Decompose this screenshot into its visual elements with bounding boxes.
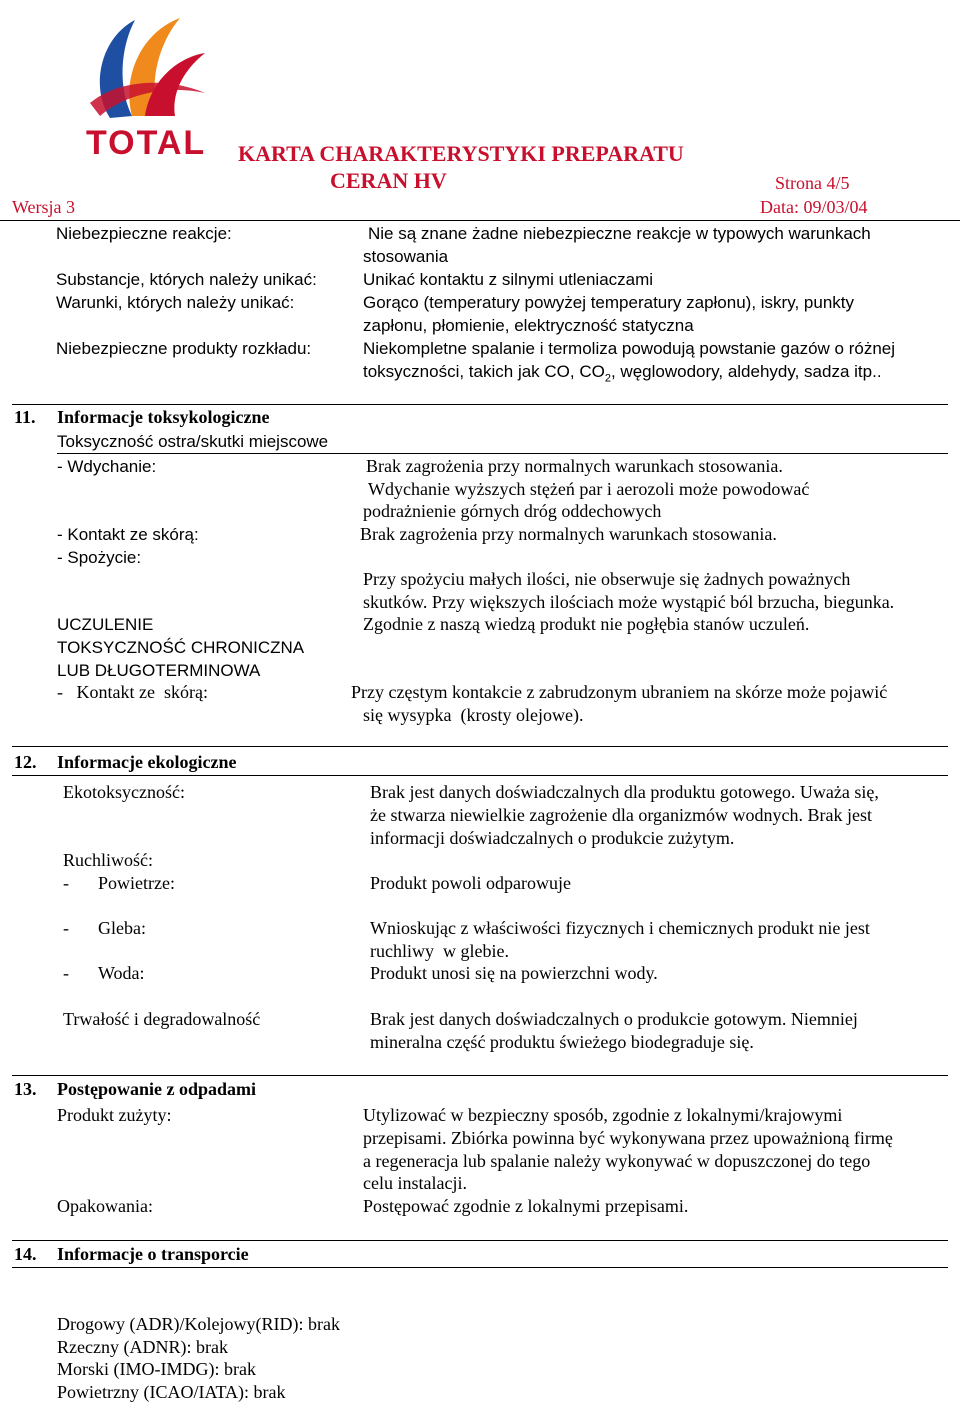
section10-value-0-line-0: Nie są znane żadne niebezpieczne reakcje w typowych warunkach <box>368 224 871 243</box>
chronic-label-0: TOKSYCZNOŚĆ CHRONICZNA <box>57 638 305 657</box>
persistence-label: Trwałość i degradowalność <box>63 1009 261 1029</box>
inhalation-text-2: podrażnienie górnych dróg oddechowych <box>363 501 662 521</box>
section10-label-2: Warunki, których należy unikać: <box>56 293 295 312</box>
section11-subtitle: Toksyczność ostra/skutki miejscowe <box>57 432 329 451</box>
packaging-text: Postępować zgodnie z lokalnymi przepisami. <box>363 1196 689 1216</box>
total-logo-text: TOTAL <box>86 124 207 162</box>
persistence-text-0: Brak jest danych doświadczalnych o produkcie gotowym. Niemniej <box>370 1009 858 1029</box>
section10-value-1-line-0: Unikać kontaktu z silnymi utleniaczami <box>363 270 654 289</box>
section10-value-2-line-0: Gorąco (temperatury powyżej temperatury zapłonu), iskry, punkty <box>363 293 854 312</box>
ecotox-label: Ekotoksyczność: <box>63 782 185 802</box>
transport-line-0: Drogowy (ADR)/Kolejowy(RID): brak <box>57 1314 340 1334</box>
section13-number: 13. <box>14 1079 37 1099</box>
transport-line-1: Rzeczny (ADNR): brak <box>57 1337 228 1357</box>
transport-line-2: Morski (IMO-IMDG): brak <box>57 1359 256 1379</box>
section10-value-2-line-1: zapłonu, płomienie, elektryczność statyczna <box>363 316 694 335</box>
section10-value-3-text-b: , węglowodory, aldehydy, sadza itp.. <box>610 362 882 381</box>
soil-text-0: Wnioskując z właściwości fizycznych i chemicznych produkt nie jest <box>370 918 870 938</box>
section11-number: 11. <box>14 407 36 427</box>
air-dash: - <box>63 873 69 893</box>
ingestion-text-0: Przy spożyciu małych ilości, nie obserwuje się żadnych poważnych <box>363 569 851 589</box>
packaging-label: Opakowania: <box>57 1196 153 1216</box>
section14-divider <box>12 1240 948 1241</box>
section13-divider <box>12 1075 948 1076</box>
section14-title-divider <box>12 1267 948 1268</box>
section14-number: 14. <box>14 1244 37 1264</box>
inhalation-text-0: Brak zagrożenia przy normalnych warunkach stosowania. <box>366 456 783 476</box>
page-number: Strona 4/5 <box>775 173 850 193</box>
chronic-skin-label: - Kontakt ze skórą: <box>57 682 208 702</box>
section14-title: Informacje o transporcie <box>57 1244 249 1264</box>
used-product-text-1: przepisami. Zbiórka powinna być wykonywana przez upoważnioną firmę <box>363 1128 893 1148</box>
section13-title: Postępowanie z odpadami <box>57 1079 257 1099</box>
chronic-skin-text-0: Przy częstym kontakcie z zabrudzonym ubraniem na skórze może pojawić <box>351 682 888 702</box>
section10-value-3-line-0: Niekompletne spalanie i termoliza powodują powstanie gazów o różnej <box>363 339 896 358</box>
header-divider <box>0 220 960 221</box>
co2-subscript: 2 <box>604 372 611 385</box>
water-dash: - <box>63 963 69 983</box>
section11-subtitle-divider <box>57 453 948 454</box>
used-product-label: Produkt zużyty: <box>57 1105 172 1125</box>
document-title: KARTA CHARAKTERYSTYKI PREPARATU <box>238 141 684 166</box>
inhalation-label: - Wdychanie: <box>57 457 157 476</box>
air-label: Powietrze: <box>98 873 175 893</box>
section10-label-3: Niebezpieczne produkty rozkładu: <box>56 339 312 358</box>
ingestion-text-1: skutków. Przy większych ilościach może wystąpić ból brzucha, biegunka. <box>363 592 895 612</box>
transport-line-3: Powietrzny (ICAO/IATA): brak <box>57 1382 286 1402</box>
section10-value-3-text-a: toksyczności, takich jak CO, CO <box>363 362 605 381</box>
soil-text-1: ruchliwy w glebie. <box>370 941 509 961</box>
version: Wersja 3 <box>12 197 76 217</box>
water-text: Produkt unosi się na powierzchni wody. <box>370 963 658 983</box>
ingestion-label: - Spożycie: <box>57 548 142 567</box>
section10-value-0-line-1: stosowania <box>363 247 449 266</box>
total-logo-mark-icon <box>80 8 210 128</box>
ecotox-text-2: informacji doświadczalnych o produkcie zużytym. <box>370 828 735 848</box>
soil-label: Gleba: <box>98 918 146 938</box>
air-text: Produkt powoli odparowuje <box>370 873 571 893</box>
section12-title-divider <box>12 775 948 776</box>
section12-divider <box>12 746 948 747</box>
section11-divider <box>12 404 948 405</box>
skin-label: - Kontakt ze skórą: <box>57 525 199 544</box>
ecotox-text-0: Brak jest danych doświadczalnych dla produktu gotowego. Uważa się, <box>370 782 879 802</box>
used-product-text-3: celu instalacji. <box>363 1173 467 1193</box>
persistence-text-1: mineralna część produktu świeżego biodegraduje się. <box>370 1032 754 1052</box>
used-product-text-0: Utylizować w bezpieczny sposób, zgodnie z lokalnymi/krajowymi <box>363 1105 843 1125</box>
section12-title: Informacje ekologiczne <box>57 752 237 772</box>
used-product-text-2: a regeneracja lub spalanie należy wykonywać w dopuszczonej do tego <box>363 1151 871 1171</box>
section12-number: 12. <box>14 752 37 772</box>
section11-title: Informacje toksykologiczne <box>57 407 270 427</box>
section10-label-0: Niebezpieczne reakcje: <box>56 224 232 243</box>
chronic-skin-text-1: się wysypka (krosty olejowe). <box>363 705 584 725</box>
document-date: Data: 09/03/04 <box>760 197 868 217</box>
skin-text: Brak zagrożenia przy normalnych warunkach stosowania. <box>360 524 777 544</box>
product-name: CERAN HV <box>330 168 447 193</box>
section10-label-1: Substancje, których należy unikać: <box>56 270 317 289</box>
water-label: Woda: <box>98 963 145 983</box>
chronic-label-1: LUB DŁUGOTERMINOWA <box>57 661 261 680</box>
sensitization-text: Zgodnie z naszą wiedzą produkt nie pogłębia stanów uczuleń. <box>363 614 810 634</box>
ecotox-text-1: że stwarza niewielkie zagrożenie dla organizmów wodnych. Brak jest <box>370 805 872 825</box>
sensitization-label: UCZULENIE <box>57 615 154 634</box>
soil-dash: - <box>63 918 69 938</box>
inhalation-text-1: Wdychanie wyższych stężeń par i aerozoli może powodować <box>368 479 810 499</box>
mobility-label: Ruchliwość: <box>63 850 153 870</box>
section10-value-3-line-1 <box>363 360 882 390</box>
total-logo <box>80 8 210 162</box>
